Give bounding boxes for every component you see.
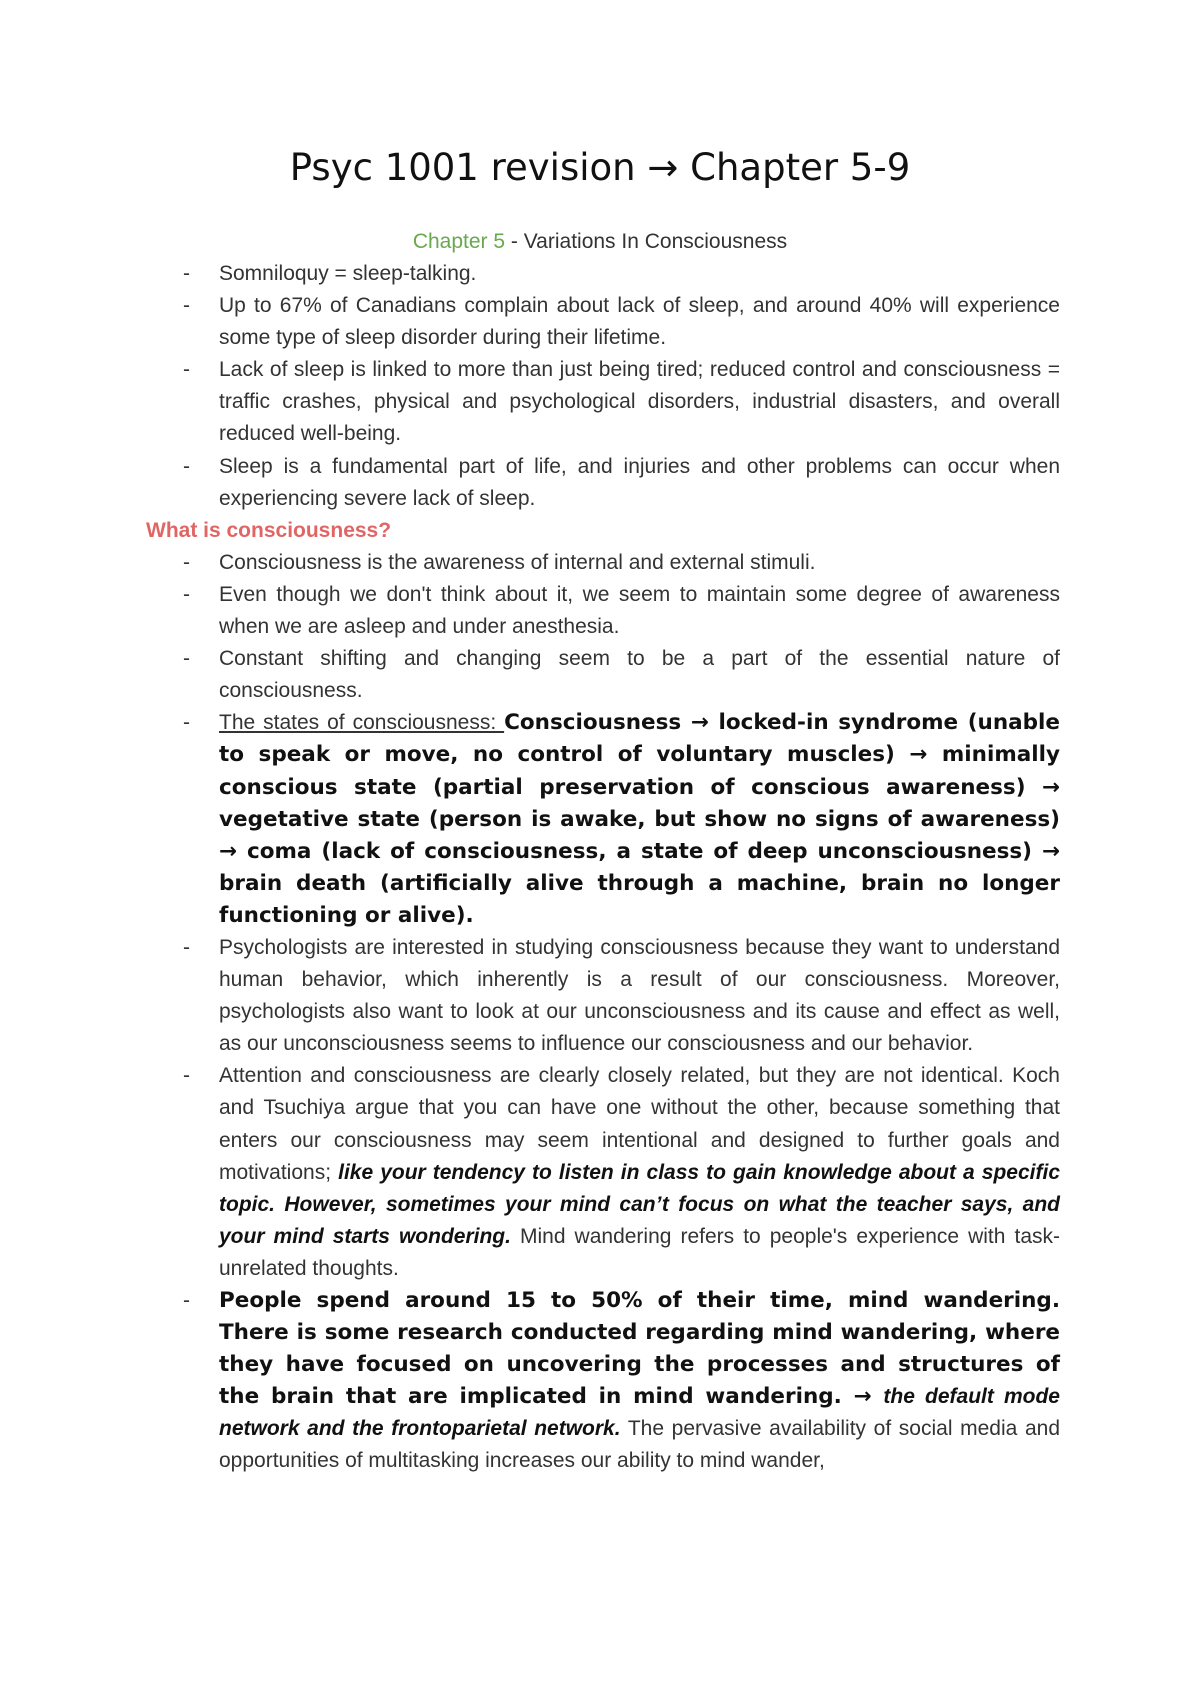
list-item bbox=[146, 354, 1060, 450]
list-item bbox=[146, 707, 1060, 932]
bold-text: Consciousness → locked-in syndrome (unable to speak or move, no control of voluntary muscles) → minimally conscious state (partial preservation of conscious awareness) → vegetative state (person is awake, but show no signs of awareness) → coma (lack of consciousness, a state of deep unconsciousness) → brain death (artificially alive through a machine, brain no longer functioning or alive). bbox=[219, 710, 1060, 928]
list-item-text: Consciousness is the awareness of internal and external stimuli. bbox=[219, 550, 816, 574]
list-item-text: Psychologists are interested in studying consciousness because they want to understand human behavior, which inherently is a result of our consciousness. Moreover, psychologists also want to look at our unconsciousness and its cause and effect as well, as our unconsciousness seems to influence our consciousness and our behavior. bbox=[219, 935, 1060, 1056]
bullet-dash: - bbox=[183, 582, 190, 606]
list-item-text: Mind wandering refers to people's experience with task-unrelated thoughts. bbox=[219, 1224, 1060, 1280]
bold-italic-text: the default mode network and the frontoparietal network. bbox=[219, 1385, 1060, 1441]
bold-text: People spend around 15 to 50% of their time, mind wandering. There is some research conducted regarding mind wandering, where they have focused on uncovering the processes and structures of the brain that are implicated in mind wandering. → bbox=[219, 1288, 1060, 1410]
chapter-name: Variations In Consciousness bbox=[523, 230, 788, 253]
bullet-dash: - bbox=[183, 1064, 190, 1088]
list-item bbox=[146, 258, 1060, 290]
section-bullet-list bbox=[146, 547, 1060, 1478]
list-item-text: Lack of sleep is linked to more than just being tired; reduced control and consciousness = traffic crashes, physical and psychological disorders, industrial disasters, and overall reduced well-being. bbox=[219, 358, 1060, 446]
list-item-text: Somniloquy = sleep-talking. bbox=[219, 262, 477, 285]
list-item-text: Sleep is a fundamental part of life, and injuries and other problems can occur when experiencing severe lack of sleep. bbox=[219, 454, 1060, 510]
bullet-dash: - bbox=[183, 358, 190, 382]
list-item bbox=[146, 290, 1060, 354]
bullet-dash: - bbox=[183, 935, 190, 959]
bullet-dash: - bbox=[183, 550, 190, 574]
document-title: Psyc 1001 revision → Chapter 5-9 bbox=[289, 146, 911, 189]
chapter-separator: - bbox=[505, 230, 524, 253]
list-item-text: Even though we don't think about it, we seem to maintain some degree of awareness when we are asleep and under anesthesia. bbox=[219, 582, 1060, 639]
list-item bbox=[146, 579, 1060, 643]
chapter-heading bbox=[0, 227, 1200, 257]
list-item-text: The pervasive availability of social media and opportunities of multitasking increases our ability to mind wander, bbox=[219, 1417, 1060, 1473]
list-item bbox=[146, 1060, 1060, 1285]
intro-bullet-list bbox=[146, 258, 1060, 515]
list-item-text: Up to 67% of Canadians complain about lack of sleep, and around 40% will experience some type of sleep disorder during their lifetime. bbox=[219, 294, 1060, 350]
bullet-dash: - bbox=[183, 294, 190, 318]
underlined-text: The states of consciousness: bbox=[219, 711, 505, 735]
list-item-text: Constant shifting and changing seem to be a part of the essential nature of consciousness. bbox=[219, 647, 1060, 703]
list-item bbox=[146, 932, 1060, 1060]
list-item bbox=[146, 547, 1060, 579]
list-item-text: Attention and consciousness are clearly closely related, but they are not identical. Koch and Tsuchiya argue that you can have one without the other, because something that enters our consciousness may seem intentional and designed to further goals and motivations; bbox=[219, 1064, 1060, 1184]
list-item bbox=[146, 1285, 1060, 1478]
bullet-dash: - bbox=[183, 262, 190, 285]
list-item bbox=[146, 643, 1060, 707]
list-item bbox=[146, 451, 1060, 515]
document-body bbox=[146, 258, 1060, 1478]
bullet-dash: - bbox=[183, 711, 190, 735]
chapter-number: Chapter 5 bbox=[412, 230, 506, 253]
bullet-dash: - bbox=[183, 647, 190, 671]
bullet-dash: - bbox=[183, 454, 190, 478]
bullet-dash: - bbox=[183, 1289, 190, 1312]
bold-italic-text: like your tendency to listen in class to gain knowledge about a specific topic. However, sometimes your mind can’t focus on what the teacher says, and your mind starts wondering. bbox=[219, 1160, 1060, 1248]
section-heading: What is consciousness? bbox=[146, 518, 392, 542]
